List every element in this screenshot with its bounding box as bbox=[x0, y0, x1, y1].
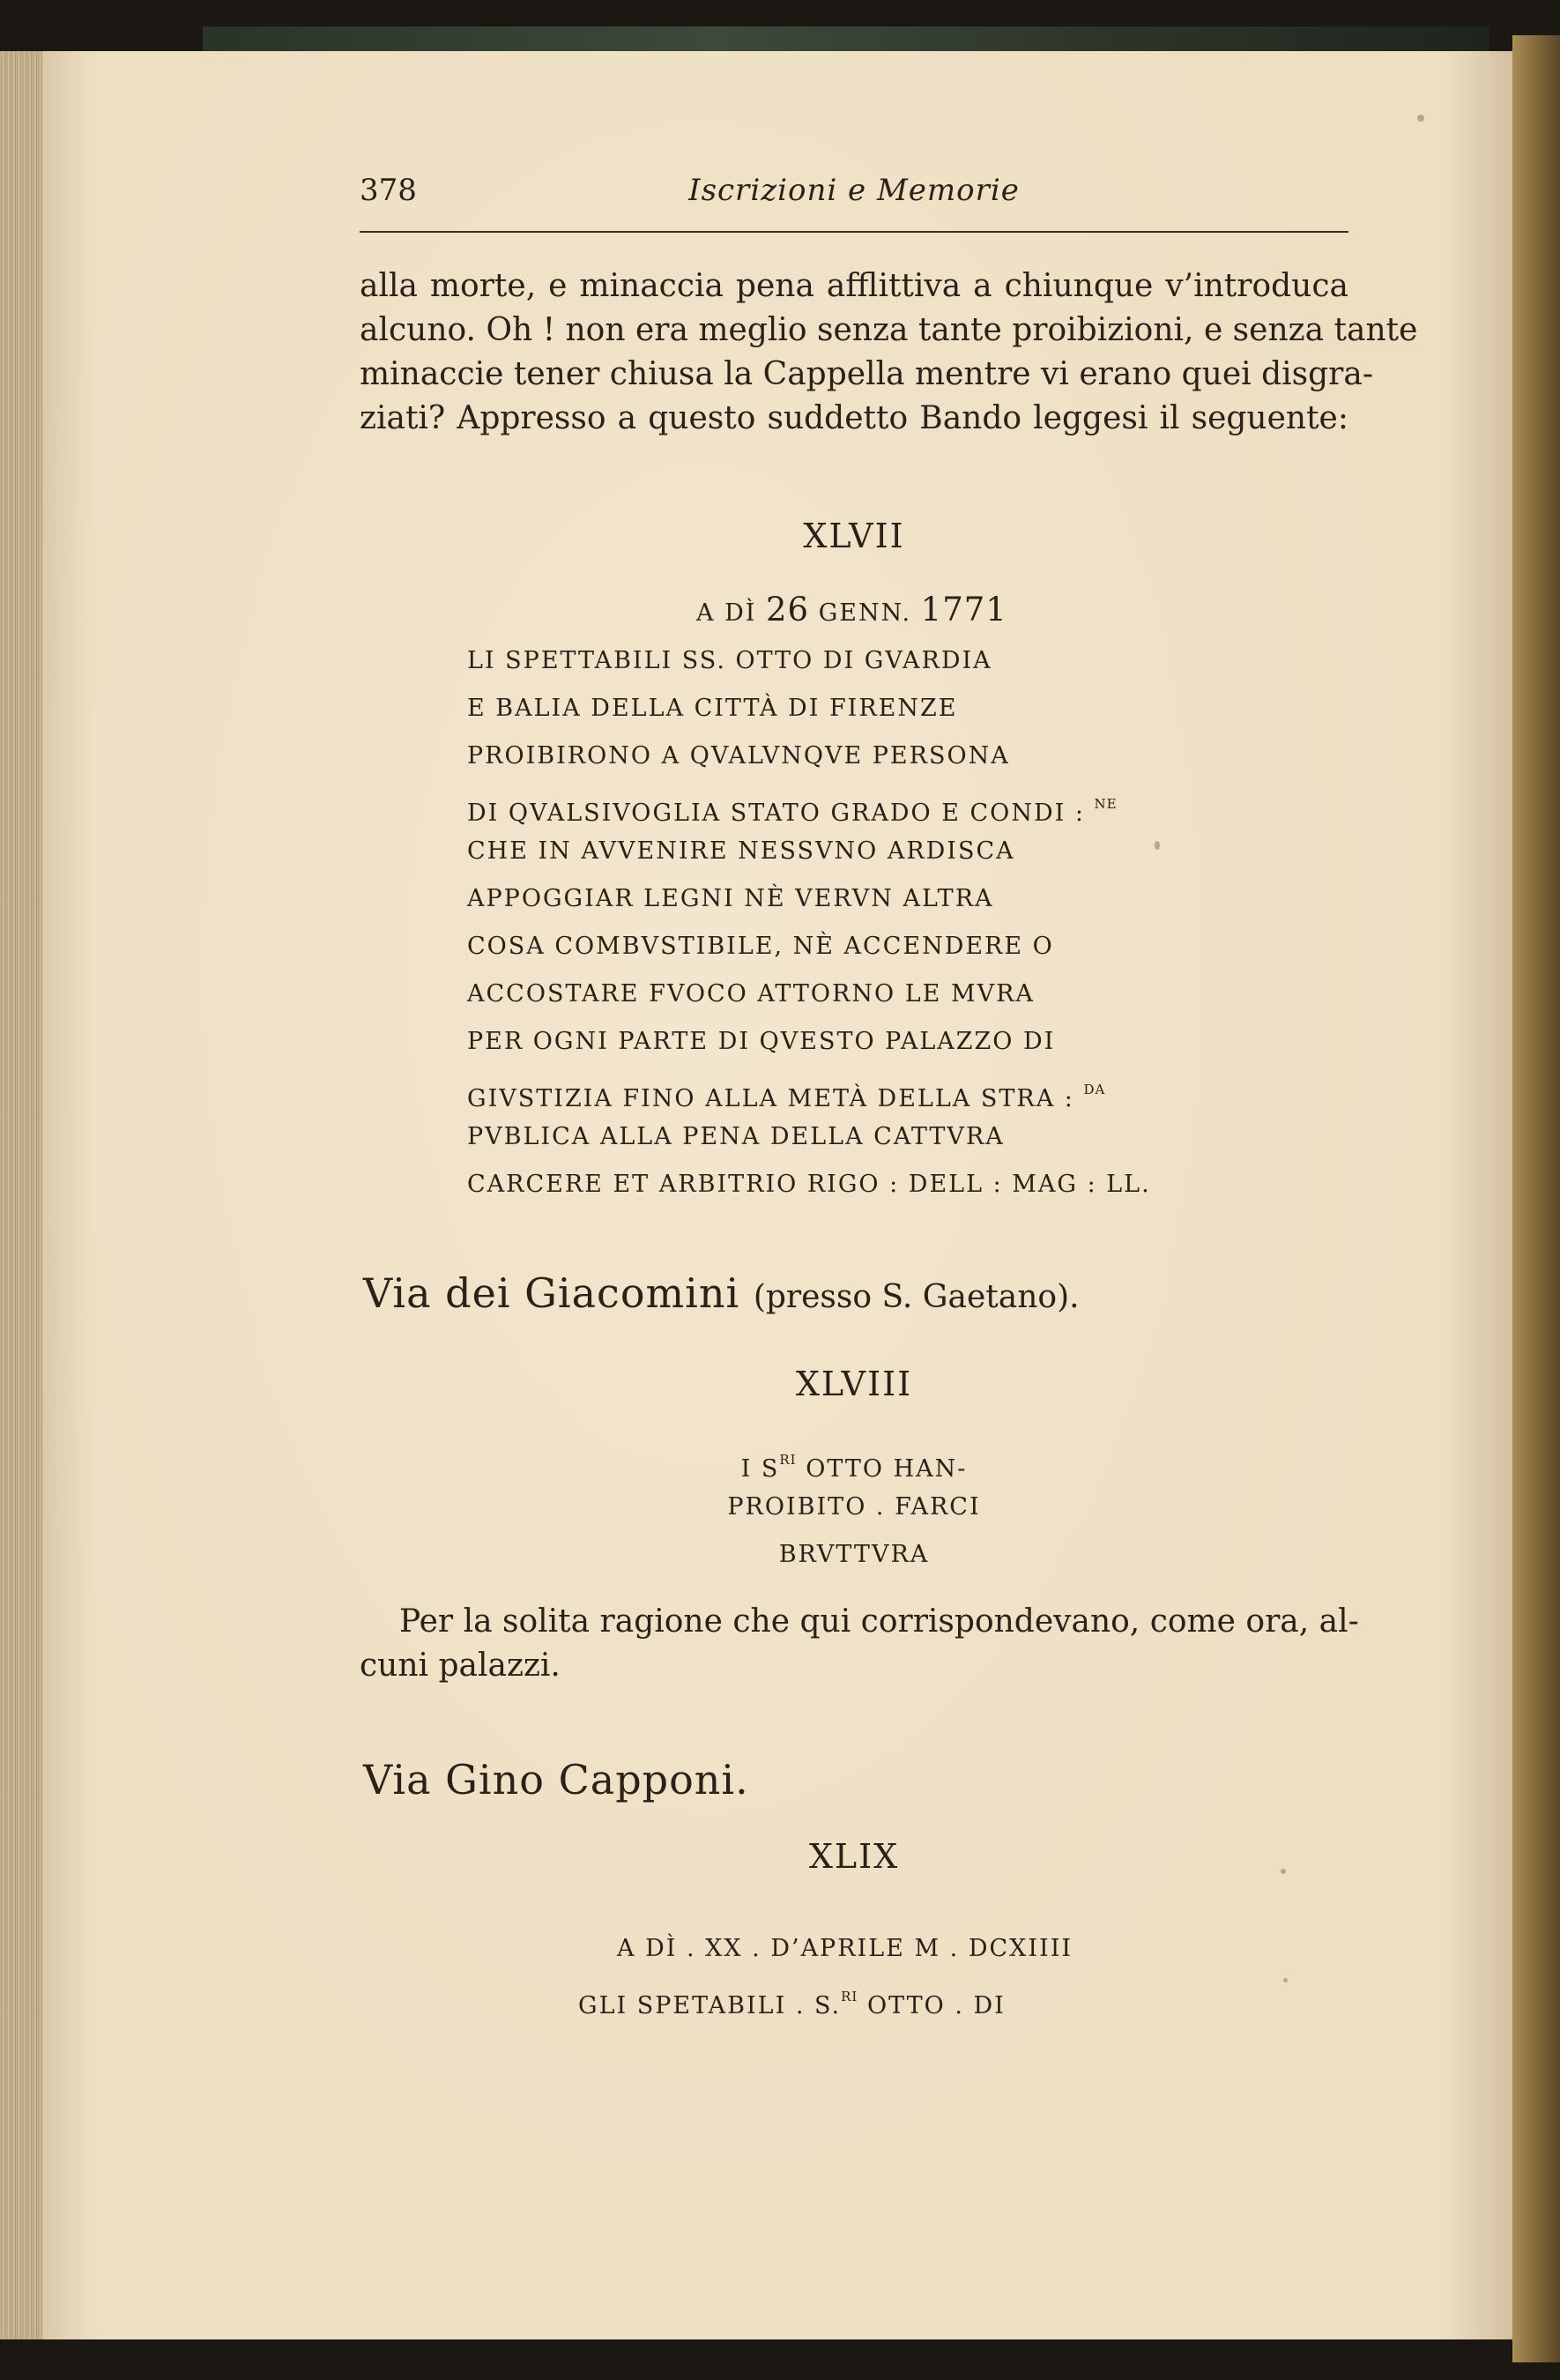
section-heading-capponi bbox=[363, 1756, 749, 1804]
inscription-line: E BALIA DELLA CITTÀ DI FIRENZE bbox=[467, 695, 958, 722]
paper-speck bbox=[1417, 115, 1424, 122]
superscript: RI bbox=[779, 1452, 797, 1468]
inscription-line-text: GIVSTIZIA FINO ALLA METÀ DELLA STRA : bbox=[467, 1085, 1074, 1112]
paragraph-line: alcuno. Oh ! non era meglio senza tante proibizioni, e senza tante bbox=[360, 312, 1418, 348]
inscription-line bbox=[467, 780, 1151, 828]
date-month: GENN. bbox=[818, 599, 912, 627]
header-rule bbox=[360, 231, 1348, 233]
inscription-line-text: OTTO . DI bbox=[858, 1992, 1006, 2019]
inscription-line: ACCOSTARE FVOCO ATTORNO LE MVRA bbox=[467, 980, 1035, 1008]
inscription-date bbox=[696, 591, 1007, 628]
inscription-line-text: GLI SPETABILI . S. bbox=[578, 1992, 842, 2019]
inscription-line: BRVTTVRA bbox=[778, 1541, 930, 1568]
inscription-line: CARCERE ET ARBITRIO RIGO : DELL : MAG : LL. bbox=[467, 1171, 1151, 1198]
inscription-line: A DÌ . XX . D’APRILE M . DCXIIII bbox=[617, 1935, 1073, 1962]
page-edges bbox=[0, 51, 42, 2339]
inscription-numeral-xlvii: XLVII bbox=[803, 517, 905, 555]
paragraph-line: ziati? Appresso a questo suddetto Bando leggesi il seguente: bbox=[360, 400, 1348, 436]
running-title: Iscrizioni e Memorie bbox=[688, 173, 1020, 208]
inscription-line: CHE IN AVVENIRE NESSVNO ARDISCA bbox=[467, 837, 1015, 865]
section-heading-text: Via Gino Capponi. bbox=[363, 1756, 749, 1804]
inscription-line: PVBLICA ALLA PENA DELLA CATTVRA bbox=[467, 1123, 1005, 1150]
paragraph-line: Per la solita ragione che qui corrispondevano, come ora, al- bbox=[399, 1603, 1359, 1640]
inscription-line: PER OGNI PARTE DI QVESTO PALAZZO DI bbox=[467, 1028, 1056, 1055]
middle-paragraph bbox=[360, 1600, 1359, 1688]
inscription-line bbox=[578, 1973, 1006, 2020]
inscription-line bbox=[360, 1436, 1348, 1484]
inscription-xlvii-text bbox=[467, 637, 1151, 1209]
superscript: RI bbox=[841, 1989, 858, 2004]
inscription-line: PROIBIRONO A QVALVNQVE PERSONA bbox=[467, 742, 1010, 770]
superscript: DA bbox=[1083, 1082, 1106, 1097]
page-number: 378 bbox=[360, 173, 417, 208]
section-heading-giacomini bbox=[363, 1269, 1080, 1317]
inscription-line bbox=[467, 1066, 1151, 1113]
inscription-line: COSA COMBVSTIBILE, NÈ ACCENDERE O bbox=[467, 933, 1054, 960]
paragraph-line: minaccie tener chiusa la Cappella mentre vi erano quei disgra- bbox=[360, 356, 1374, 392]
inscription-xlviii-text bbox=[360, 1436, 1348, 1579]
date-year: 1771 bbox=[920, 591, 1007, 628]
intro-paragraph bbox=[360, 264, 1418, 441]
inscription-line-text: DI QVALSIVOGLIA STATO GRADO E CONDI : bbox=[467, 800, 1085, 827]
inscription-line-text: OTTO HAN- bbox=[796, 1455, 968, 1483]
inscription-xlix-text-2 bbox=[578, 1973, 1006, 2020]
inscription-xlix-text bbox=[617, 1925, 1073, 1973]
paper-speck bbox=[1283, 1978, 1288, 1982]
book-spine bbox=[1512, 35, 1560, 2362]
inscription-line: PROIBITO . FARCI bbox=[727, 1493, 981, 1521]
inscription-line-text: I S bbox=[740, 1455, 780, 1483]
inscription-numeral-xlviii: XLVIII bbox=[795, 1365, 913, 1403]
paragraph-line: alla morte, e minaccia pena afflittiva a chiunque v’introduca bbox=[360, 268, 1348, 304]
section-heading-text: Via dei Giacomini bbox=[363, 1269, 740, 1317]
date-prefix: A DÌ bbox=[696, 599, 757, 627]
superscript: NE bbox=[1094, 796, 1118, 812]
running-head bbox=[360, 167, 1348, 212]
paragraph-line: cuni palazzi. bbox=[360, 1647, 561, 1684]
date-day: 26 bbox=[766, 591, 810, 628]
inscription-numeral-xlix: XLIX bbox=[808, 1837, 900, 1876]
paper-speck bbox=[1155, 841, 1160, 850]
inscription-line: APPOGGIAR LEGNI NÈ VERVN ALTRA bbox=[467, 885, 994, 912]
inscription-line: LI SPETTABILI SS. OTTO DI GVARDIA bbox=[467, 647, 992, 674]
section-heading-note: (presso S. Gaetano). bbox=[753, 1279, 1080, 1315]
